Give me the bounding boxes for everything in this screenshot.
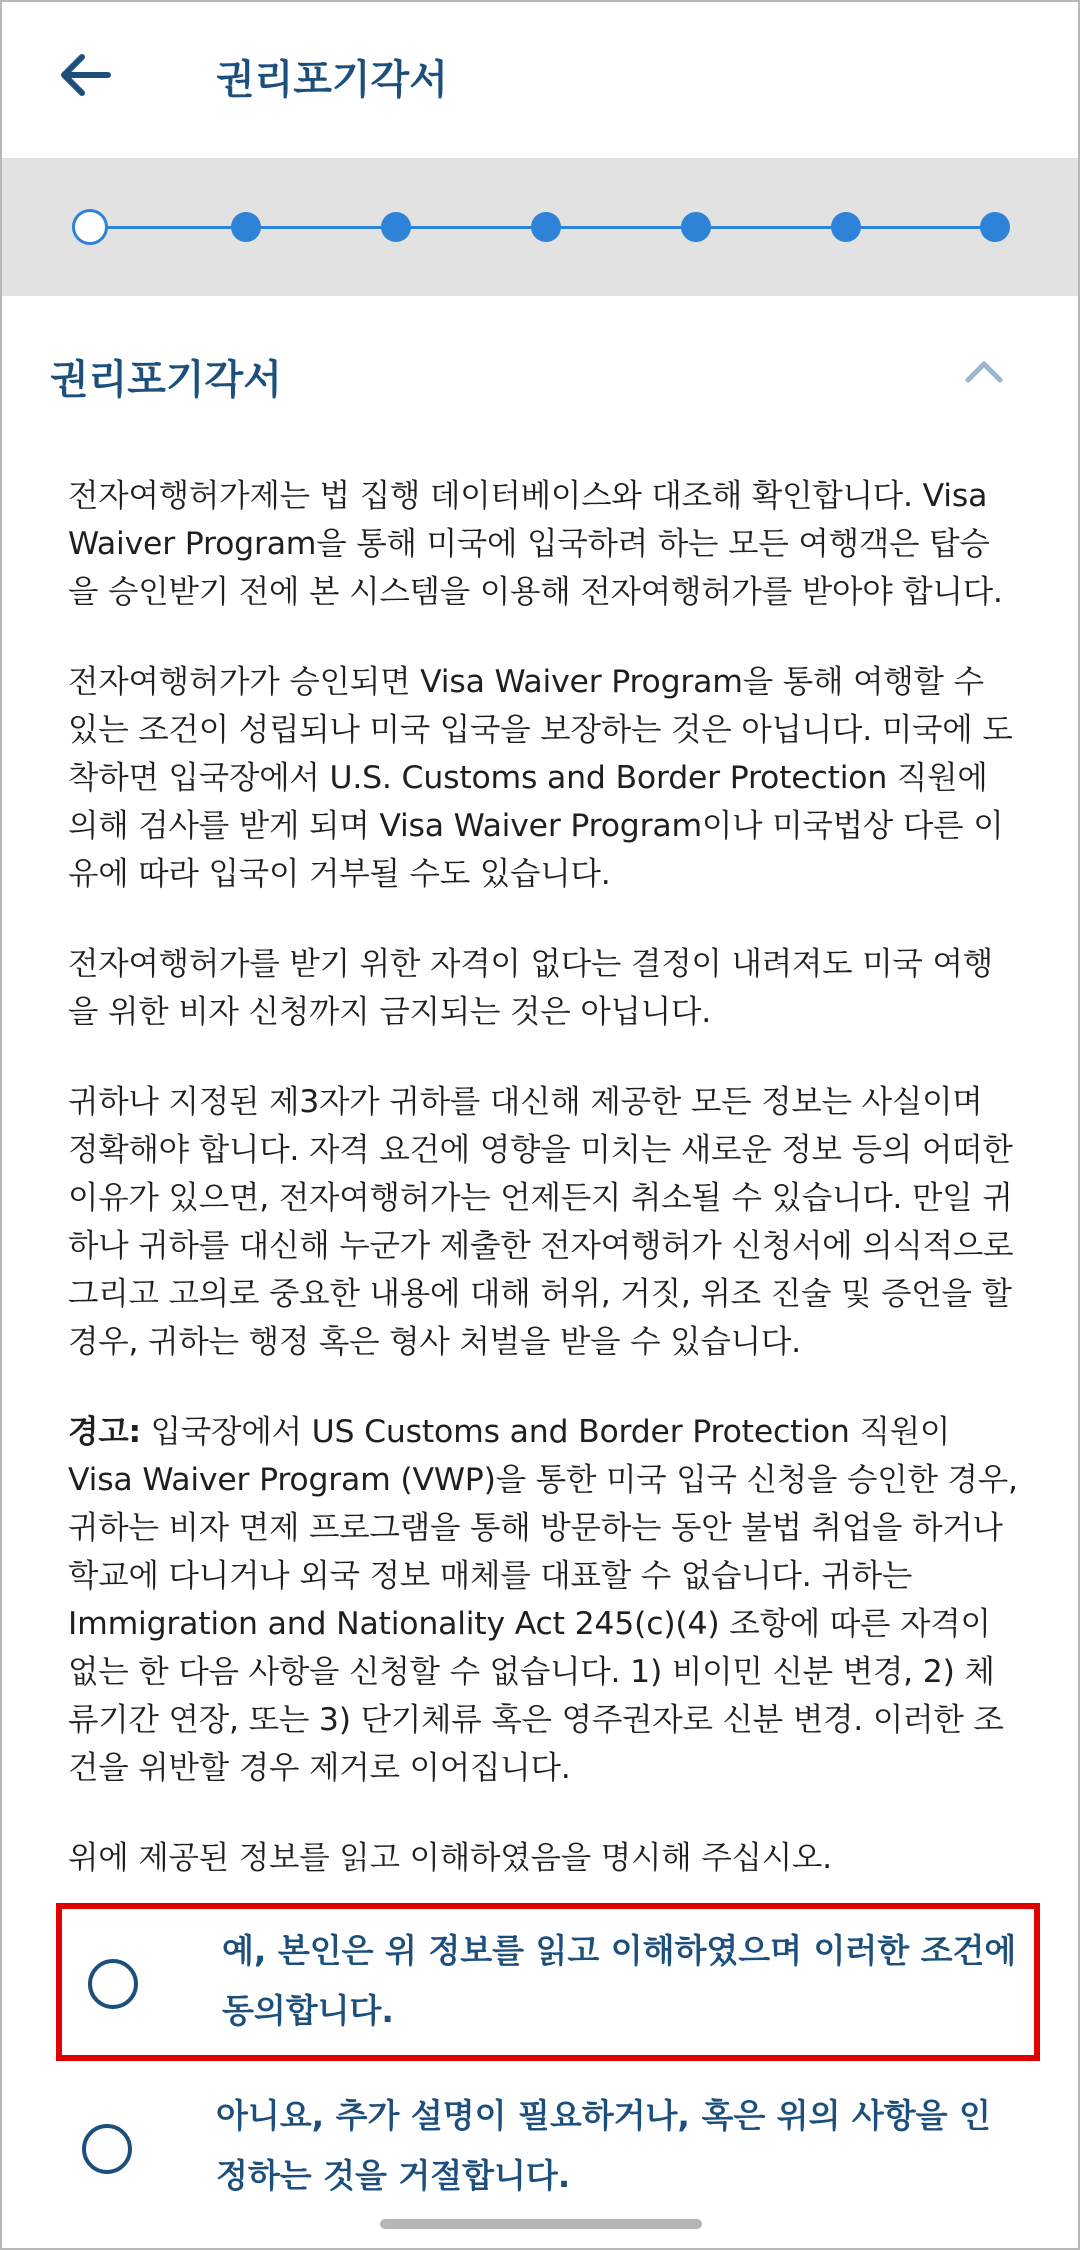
option-agree[interactable] <box>56 1903 1040 2061</box>
paragraph: 귀하나 지정된 제3자가 귀하를 대신해 제공한 모든 정보는 사실이며 정확해야 합니다. 자격 요건에 영향을 미치는 새로운 정보 등의 어떠한 이유가 있으면, 전자여행허가는 언제든지 취소될 수 있습니다. 만일 귀하나 귀하를 대신해 누군가 제출한 전자여행허가 신청서에 의식적으로 그리고 고의로 중요한 내용에 대해 허위, 거짓, 위조 진술 및 증언을 할 경우, 귀하는 행정 혹은 형사 처벌을 받을 수 있습니다. <box>68 1084 1014 1360</box>
radio-agree[interactable] <box>88 1959 138 2009</box>
progress-step-6 <box>831 212 861 242</box>
paragraph: 전자여행허가가 승인되면 Visa Waiver Program을 통해 여행할 수 있는 조건이 성립되나 미국 입국을 보장하는 것은 아닙니다. 미국에 도착하면 입국장에서 U.S. Customs and Border Protection 직원에 의해 검사를 받게 되며 Visa Waiver Program이나 미국법상 다른 이유에 따라 입국이 거부될 수도 있습니다. <box>68 664 1013 892</box>
warning-label: 경고: <box>68 1414 141 1450</box>
option-decline-label: 아니요, 추가 설명이 필요하거나, 혹은 위의 사항을 인정하는 것을 거절합니다. <box>216 2096 991 2195</box>
chevron-up-icon <box>962 356 1006 386</box>
confirm-prompt: 위에 제공된 정보를 읽고 이해하였음을 명시해 주십시오. <box>68 1840 832 1876</box>
progress-step-1 <box>72 209 108 245</box>
arrow-left-icon <box>50 40 120 110</box>
collapse-button[interactable] <box>962 356 1006 386</box>
progress-step-5 <box>681 212 711 242</box>
progress-step-3 <box>381 212 411 242</box>
app-header <box>0 0 1080 158</box>
back-button[interactable] <box>50 40 120 110</box>
radio-decline[interactable] <box>82 2124 132 2174</box>
option-decline[interactable] <box>56 2068 1040 2210</box>
home-indicator <box>380 2219 702 2229</box>
paragraph: 전자여행허가제는 법 집행 데이터베이스와 대조해 확인합니다. Visa Waiver Program을 통해 미국에 입국하려 하는 모든 여행객은 탑승을 승인받기 전에 본 시스템을 이용해 전자여행허가를 받아야 합니다. <box>68 478 1003 610</box>
progress-step-2 <box>231 212 261 242</box>
warning-text: 입국장에서 US Customs and Border Protection 직원이 Visa Waiver Program (VWP)을 통한 미국 입국 신청을 승인한 경우, 귀하는 비자 면제 프로그램을 통해 방문하는 동안 불법 취업을 하거나 학교에 다니거나 외국 정보 매체를 대표할 수 없습니다. 귀하는 Immigration and Nationality Act 245(c)(4) 조항에 따른 자격이 없는 한 다음 사항을 신청할 수 없습니다. 1) 비이민 신분 변경, 2) 체류기간 연장, 또는 3) 단기체류 혹은 영주권자로 신분 변경. 이러한 조건을 위반할 경우 제거로 이어집니다. <box>68 1414 1018 1786</box>
page-title: 권리포기각서 <box>216 57 448 103</box>
section-title: 권리포기각서 <box>50 357 282 403</box>
paragraph: 전자여행허가를 받기 위한 자격이 없다는 결정이 내려져도 미국 여행을 위한 비자 신청까지 금지되는 것은 아닙니다. <box>68 946 993 1030</box>
waiver-text <box>68 472 1018 1882</box>
warning-paragraph <box>68 1408 1018 1792</box>
progress-step-4 <box>531 212 561 242</box>
option-agree-label: 예, 본인은 위 정보를 읽고 이해하였으며 이러한 조건에 동의합니다. <box>222 1931 1017 2030</box>
progress-step-7 <box>980 212 1010 242</box>
